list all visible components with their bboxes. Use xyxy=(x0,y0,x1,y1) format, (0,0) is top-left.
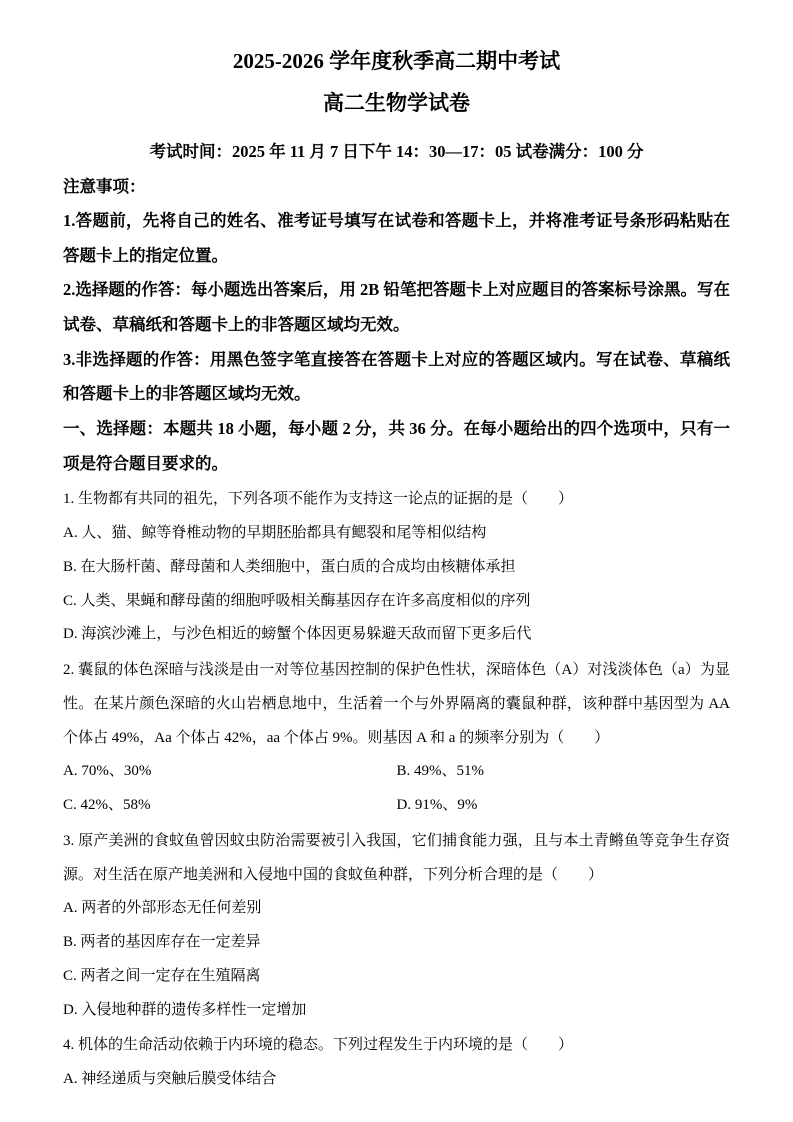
question-1-option-d: D. 海滨沙滩上，与沙色相近的螃蟹个体因更易躲避天敌而留下更多后代 xyxy=(63,626,532,643)
question-3-option-b: B. 两者的基因库存在一定差异 xyxy=(63,934,261,951)
question-1-option-b: B. 在大肠杆菌、酵母菌和人类细胞中，蛋白质的合成均由核糖体承担 xyxy=(63,558,516,575)
question-2-stem: 2. 囊鼠的体色深暗与浅淡是由一对等位基因控制的保护色性状，深暗体色（A）对浅淡体色（a）为显性。在某片颜色深暗的火山岩栖息地中，生活着一个与外界隔离的囊鼠种群，该种群中基因型为 AA 个体占 49%，Aa 个体占 42%，aa 个体占 9%。则基因 A 和 a 的频率分别为（ ） xyxy=(63,662,730,746)
exam-title: 2025-2026 学年度秋季高二期中考试 xyxy=(232,49,561,73)
question-2-option-a: A. 70%、30% xyxy=(63,763,152,780)
question-2 xyxy=(63,654,730,823)
question-2-option-c: C. 42%、58% xyxy=(63,797,151,814)
question-3-option-d: D. 入侵地种群的遗传多样性一定增加 xyxy=(63,1001,307,1018)
question-1-stem: 1. 生物都有共同的祖先，下列各项不能作为支持这一论点的证据的是（ ） xyxy=(63,491,574,508)
question-3 xyxy=(63,825,730,1028)
notice-item-1: 1.答题前，先将自己的姓名、准考证号填写在试卷和答题卡上，并将准考证号条形码粘贴在答题卡上的指定位置。 xyxy=(63,211,730,265)
question-3-option-a: A. 两者的外部形态无任何差别 xyxy=(63,900,262,917)
notice-header: 注意事项： xyxy=(63,176,146,196)
question-2-options xyxy=(63,755,730,823)
question-1-option-a: A. 人、猫、鲸等脊椎动物的早期胚胎都具有鳃裂和尾等相似结构 xyxy=(63,525,487,542)
exam-subtitle: 高二生物学试卷 xyxy=(323,91,470,116)
notice-item-3: 3.非选择题的作答：用黑色签字笔直接答在答题卡上对应的答题区域内。写在试卷、草稿纸和答题卡上的非答题区域均无效。 xyxy=(63,349,730,404)
question-4-stem: 4. 机体的生命活动依赖于内环境的稳态。下列过程发生于内环境的是（ ） xyxy=(63,1037,574,1054)
question-1 xyxy=(63,483,730,652)
section-header: 一、选择题：本题共 18 小题，每小题 2 分，共 36 分。在每小题给出的四个选项中，只有一项是符合题目要求的。 xyxy=(63,419,730,473)
exam-info-line: 考试时间：2025 年 11 月 7 日下午 14：30—17：05 试卷满分：100 分 xyxy=(149,141,644,161)
question-4-option-a: A. 神经递质与突触后膜受体结合 xyxy=(63,1071,277,1088)
question-2-option-d: D. 91%、9% xyxy=(396,797,478,814)
notice-item-2: 2.选择题的作答：每小题选出答案后，用 2B 铅笔把答题卡上对应题目的答案标号涂黑。写在试卷、草稿纸和答题卡上的非答题区域均无效。 xyxy=(63,280,730,335)
question-2-option-b: B. 49%、51% xyxy=(396,763,484,780)
question-3-stem: 3. 原产美洲的食蚊鱼曾因蚊虫防治需要被引入我国，它们捕食能力强，且与本土青鳉鱼等竞争生存资源。对生活在原产地美洲和入侵地中国的食蚊鱼种群，下列分析合理的是（ ） xyxy=(63,832,730,883)
question-3-option-c: C. 两者之间一定存在生殖隔离 xyxy=(63,967,261,984)
question-1-option-c: C. 人类、果蝇和酵母菌的细胞呼吸相关酶基因存在许多高度相似的序列 xyxy=(63,592,531,609)
question-4 xyxy=(63,1029,730,1097)
